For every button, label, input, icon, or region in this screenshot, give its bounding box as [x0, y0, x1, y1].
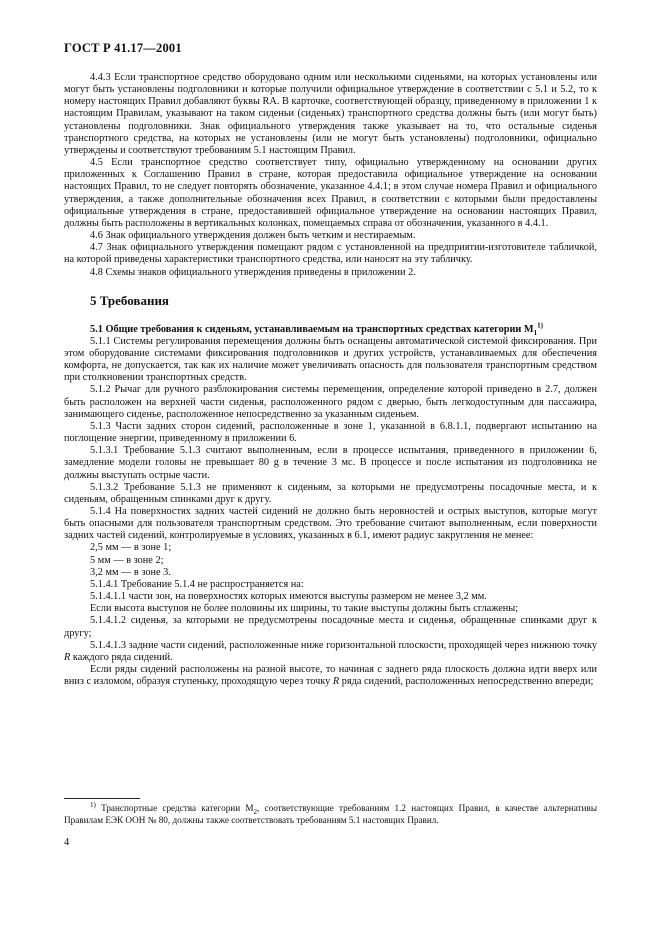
paragraph-seat-rows: [64, 664, 597, 688]
text-part: 5.1.4.1.3 задние части сидений, расположенные ниже горизонтальной плоскости, проходящей через нижнюю точку: [90, 639, 597, 651]
paragraph-5-1-3-2: 5.1.3.2 Требование 5.1.3 не применяют к сиденьям, за которыми не предусмотрены посадочные места, и к сиденьям, обращенным спинками друг к другу.: [64, 481, 597, 505]
section-5-title: 5 Требования: [90, 292, 169, 308]
category-subscript: 2: [253, 807, 258, 816]
text-part: Если ряды сидений расположены на разной высоте, то начиная с заднего ряда плоскость должна идти вверх или вниз с изломом, образуя ступеньку, проходящую через точку: [64, 664, 597, 688]
paragraph-4-4-3: 4.4.3 Если транспортное средство оборудовано одним или несколькими сиденьями, на которых установлены или могут быть установлены подголовники и которые получили официальное утверждение в соответствии с 5.1 и 5.2, то к номеру настоящих Правил добавляют буквы RA. В карточке, соответствующей образцу, приведенному в приложении 1 к настоящим Правилам, указывают на таком сиденьи (сиденьях) транспортного средства должны быть (или могут быть) установлены подголовники. Знак официального утверждения также указывает на то, что остальные сиденья транспортного средства, на которых не установлены (или не могут быть установлены) подголовники, официально утверждены и соответствуют требованиям 5.1 настоящим Правил.: [64, 72, 597, 156]
paragraph-5-1-3-1: 5.1.3.1 Требование 5.1.3 считают выполненным, если в процессе испытания, приведенного в приложении 6, замедление модели головы не превышает 80 g в течение 3 мс. В процессе и после испытания из подголовника не должны выступать острые части.: [64, 445, 597, 481]
paragraph-5-1-4-1-3: [64, 640, 597, 664]
zone-1-radius: 2,5 мм — в зоне 1;: [90, 542, 172, 554]
paragraph-5-1-heading: [64, 321, 597, 337]
footnote-text: , соответствующие требованиям 1.2 настоящих Правил, в качестве альтернативы Правилам ЕЭК ООН № 80, должны также соответствовать требованиям 5.1 настоящих Правил.: [64, 803, 597, 825]
heading-text: 5.1 Общие требования к сиденьям, устанавливаемым на транспортных средствах категории M: [90, 323, 534, 335]
text-part: каждого ряда сидений.: [70, 651, 173, 663]
paragraph-5-1-4-1-1-continued: Если высота выступов не более половины их ширины, то такие выступы должны быть сглажены;: [90, 603, 519, 615]
body-text: [64, 72, 597, 688]
zone-2-radius: 5 мм — в зоне 2;: [90, 554, 164, 566]
page-number: 4: [64, 837, 70, 848]
text-part: ряда сидений, расположенных непосредственно впереди;: [339, 676, 594, 688]
paragraph-5-1-4-1: 5.1.4.1 Требование 5.1.4 не распространяется на:: [90, 578, 304, 590]
zone-3-radius: 3,2 мм — в зоне 3.: [90, 566, 171, 578]
paragraph-4-8: 4.8 Схемы знаков официального утверждения приведены в приложении 2.: [90, 266, 416, 278]
paragraph-4-6: 4.6 Знак официального утверждения должен быть четким и нестираемым.: [90, 230, 416, 242]
paragraph-5-1-1: 5.1.1 Системы регулирования перемещения должны быть оснащены автоматической системой фиксирования. При этом оборудование системами фиксирования подголовников и других устройств, устанавливаемых для обеспечения комфорта, не допускается, так как их наличие может увеличивать опасность для пользователя транспортным средством при столкновении транспортных средств.: [64, 335, 597, 384]
category-subscript: 1: [533, 328, 538, 337]
footnote-divider: [64, 798, 140, 799]
footnote-reference: 1): [537, 321, 543, 330]
footnote-text: Транспортные средства категории M: [95, 803, 254, 813]
footnote: [64, 802, 597, 826]
point-r: R: [64, 651, 71, 663]
standard-header: ГОСТ Р 41.17—2001: [64, 41, 182, 55]
paragraph-5-1-3: 5.1.3 Части задних сторон сидений, расположенные в зоне 1, указанной в 6.8.1.1, подвергают испытанию на поглощение энергии, приведенному в приложении 6.: [64, 420, 597, 445]
paragraph-5-1-4-1-1: 5.1.4.1.1 части зон, на поверхностях которых имеются выступы размером не менее 3,2 мм.: [90, 591, 487, 603]
paragraph-5-1-4: 5.1.4 На поверхностях задних частей сидений не должно быть неровностей и острых выступов, которые могут быть опасными для пользователя транспортным средством. Это требование считают выполненным, если поверхности задних частей сидений, контролируемые в условиях, указанных в 6.1, имеют радиус закругления не менее:: [64, 506, 597, 542]
paragraph-4-5: 4.5 Если транспортное средство соответствует типу, официально утвержденному на основании других приложенных к Соглашению Правил в стране, которая предоставила официальное утверждение на основании настоящих Правил, то не следует повторять обозначение, указанное 4.4.1; в этом случае номера Правил и официального утверждения, а также дополнительные обозначения всех Правил, в соответствии с которыми были предоставлены официальные утверждения в стране, предоставившей официальное утверждение на основании настоящих Правил, должны быть расположены в вертикальных колонках, помещаемых справа от обозначения, указанного в 4.4.1.: [64, 157, 597, 229]
paragraph-4-7: 4.7 Знак официального утверждения помещают рядом с установленной на предприятии-изготовителе табличкой, на которой приведены характеристики транспортного средства, или наносят на эту табличку.: [64, 242, 597, 266]
paragraph-5-1-2: 5.1.2 Рычаг для ручного разблокирования системы перемещения, определение которой приведено в 2.7, должен быть расположен на верхней части сиденья, расположенного рядом с дверью, быть легкодоступным для пассажира, занимающего сиденье, расположенное непосредственно за указанным сиденьем.: [64, 384, 597, 420]
footnote-mark: 1): [90, 800, 96, 809]
point-r: R: [332, 676, 340, 688]
paragraph-5-1-4-1-2: 5.1.4.1.2 сиденья, за которыми не предусмотрены посадочные места и сиденья, обращенные спинками друг к другу;: [64, 615, 597, 639]
